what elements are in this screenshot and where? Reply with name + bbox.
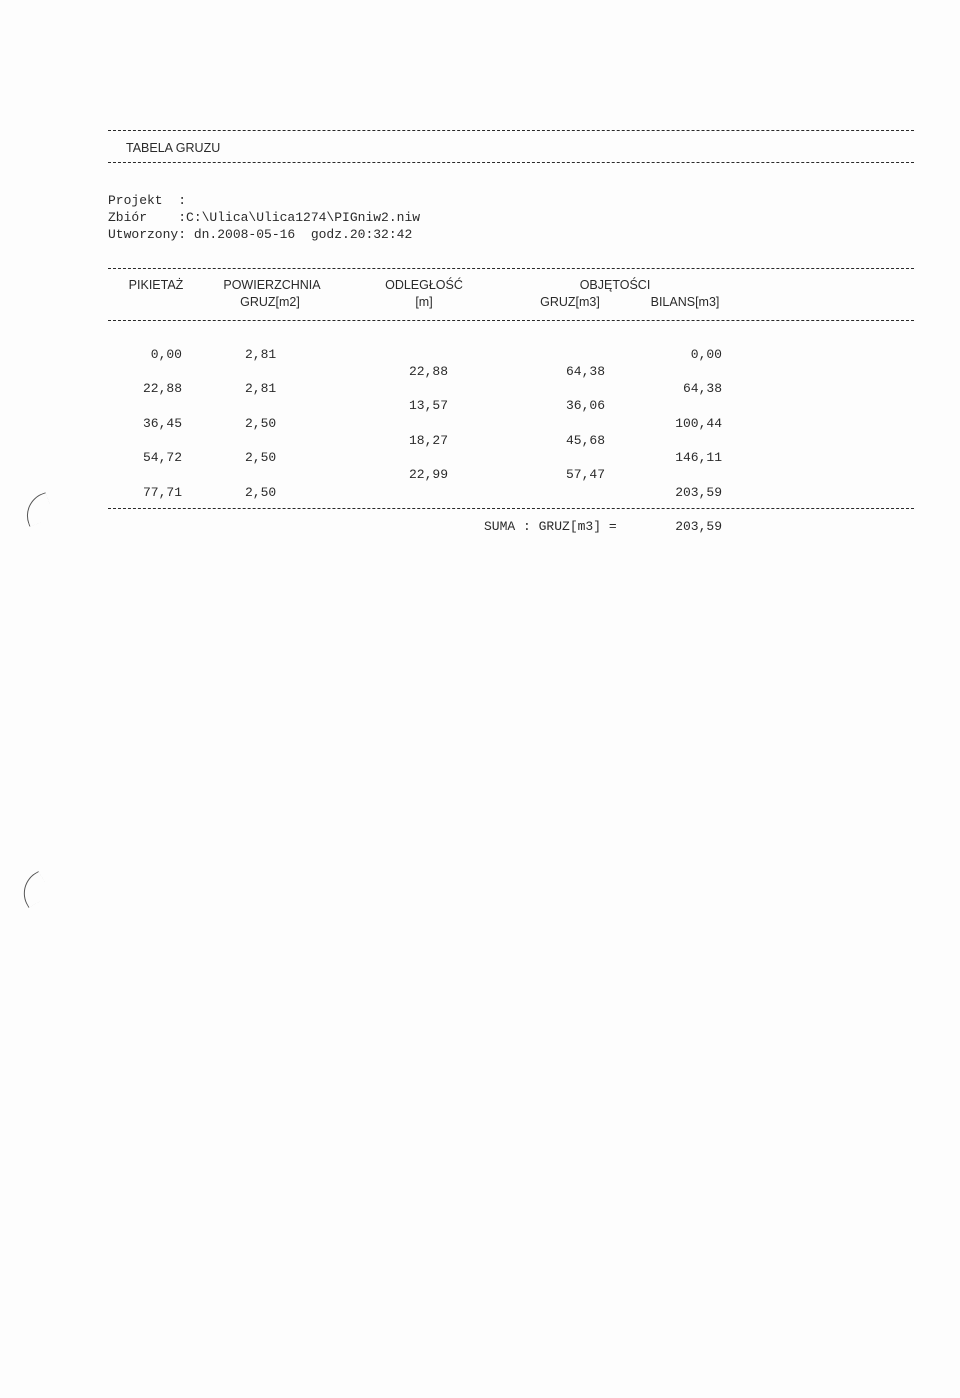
cell-bilans: 100,44 [675,416,722,431]
cell-odleglosc: 18,27 [409,433,449,448]
header-m: [m] [415,295,433,309]
cell-bilans: 0,00 [690,347,722,362]
meta-zbior: Zbiór :C:\Ulica\Ulica1274\PIGniw2.niw [108,210,421,225]
margin-mark-upper [20,492,55,527]
cell-gruz-m2: 2,50 [245,450,277,465]
summary-value: 203,59 [675,519,722,534]
header-gruz-m2: GRUZ[m2] [240,295,300,309]
header-objetosci: OBJĘTOŚCI [579,278,651,292]
cell-pikietaz: 0,00 [150,347,182,362]
rule-header-top [108,268,914,269]
summary-label: SUMA : GRUZ[m3] = [484,519,617,534]
rule-title-bottom [108,162,914,163]
cell-bilans: 64,38 [682,381,722,396]
rule-header-bottom [108,320,914,321]
cell-bilans: 203,59 [675,485,722,500]
document-title: TABELA GRUZU [126,141,221,155]
cell-pikietaz: 36,45 [142,416,182,431]
meta-projekt: Projekt : [108,193,187,208]
cell-gruz-m3: 36,06 [566,398,606,413]
header-bilans-m3: BILANS[m3] [650,295,720,309]
cell-bilans: 146,11 [675,450,722,465]
header-odleglosc: ODLEGŁOŚĆ [385,278,463,292]
header-pikietaz: PIKIETAŻ [128,278,184,292]
cell-gruz-m3: 57,47 [566,467,606,482]
cell-pikietaz: 77,71 [142,485,182,500]
margin-mark-lower [15,871,52,908]
cell-gruz-m2: 2,50 [245,416,277,431]
header-powierzchnia: POWIERZCHNIA [223,278,321,292]
cell-pikietaz: 54,72 [142,450,182,465]
cell-gruz-m3: 64,38 [566,364,606,379]
cell-gruz-m3: 45,68 [566,433,606,448]
header-gruz-m3: GRUZ[m3] [540,295,600,309]
cell-odleglosc: 22,99 [409,467,449,482]
meta-utworzony: Utworzony: dn.2008-05-16 godz.20:32:42 [108,227,413,242]
cell-gruz-m2: 2,50 [245,485,277,500]
cell-odleglosc: 22,88 [409,364,449,379]
cell-odleglosc: 13,57 [409,398,449,413]
cell-gruz-m2: 2,81 [245,381,277,396]
cell-gruz-m2: 2,81 [245,347,277,362]
rule-table-bottom [108,508,914,509]
rule-top [108,130,914,131]
cell-pikietaz: 22,88 [142,381,182,396]
